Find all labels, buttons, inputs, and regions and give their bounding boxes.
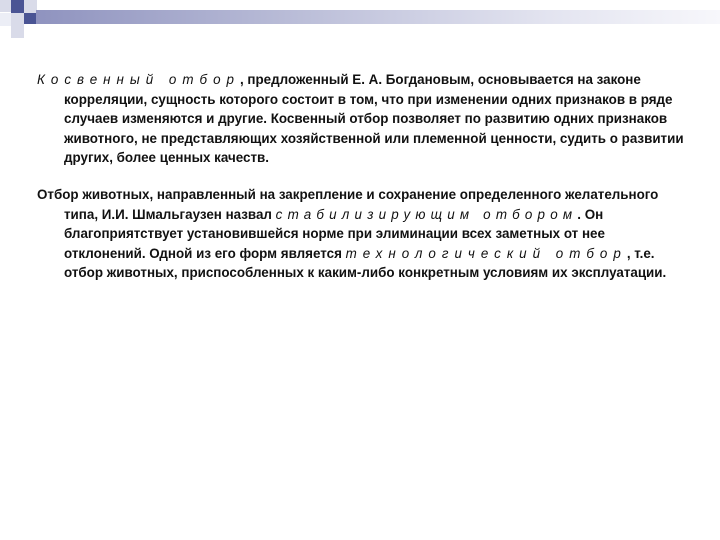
header-gradient-bar xyxy=(36,10,720,24)
paragraph-stabilizing-selection xyxy=(37,185,685,283)
decor-square xyxy=(11,13,24,26)
paragraph-lead: Отбор животных, направленный на закрепление и сохранение определенного желательного типа, И.И. Шмальгаузен назвал xyxy=(37,186,659,222)
term-technological-selection: технологический отбор xyxy=(345,245,627,261)
paragraph-text: , предложенный Е. А. Богдановым, основывается на законе корреляции, сущность которого состоит в том, что при изменении одних признаков в ряде случаев изменяются и другие. Косвенный отбор позволяет по развитию одних признаков животного, не представляющих хозяйственной или племенной ценности, судить о развитии других, более ценных качеств. xyxy=(64,72,684,166)
paragraph-middle: . Он благоприятствует установившейся норме при элиминации всех заметных от нее отклонений. Одной из его форм является xyxy=(64,206,605,261)
paragraph-tail: , т.е. отбор животных, приспособленных к каким-либо конкретным условиям их эксплуатации. xyxy=(64,245,667,281)
term-stabilizing-selection: стабилизирующим отбором xyxy=(275,206,578,222)
slide-body xyxy=(37,70,685,283)
decor-square xyxy=(0,0,11,12)
decor-square xyxy=(11,0,24,13)
term-indirect-selection: Косвенный отбор xyxy=(37,72,240,87)
decor-square xyxy=(0,13,11,26)
decor-square xyxy=(24,13,36,24)
decor-square xyxy=(11,26,24,38)
paragraph-indirect-selection xyxy=(37,70,685,168)
